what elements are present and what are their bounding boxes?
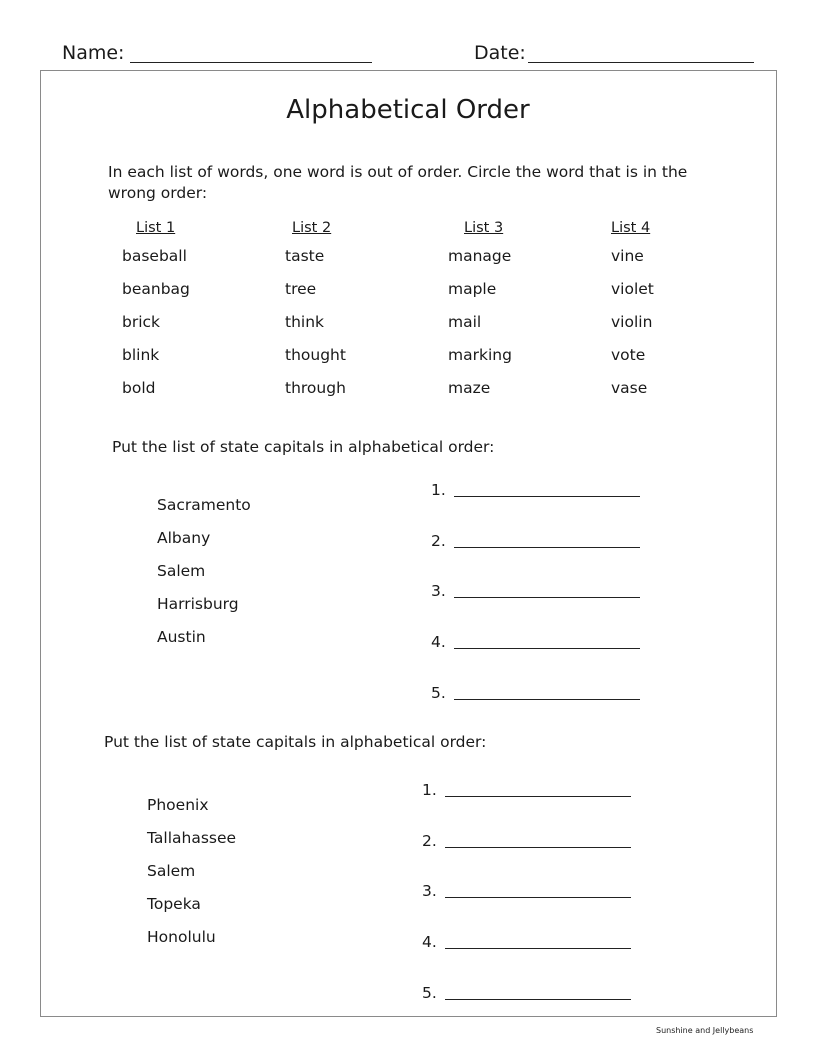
list-word[interactable]: think [285, 313, 325, 331]
list-word[interactable]: beanbag [122, 280, 190, 298]
section1-instruction: In each list of words, one word is out of order. Circle the word that is in the wrong order: [108, 163, 688, 202]
name-line[interactable] [130, 62, 372, 63]
list-word[interactable]: blink [122, 346, 160, 364]
capital-item: Albany [157, 529, 211, 547]
answer-number: 5. [431, 684, 446, 702]
answer-blank[interactable] [422, 984, 437, 1002]
date-field[interactable] [474, 42, 526, 64]
answer-number: 3. [422, 882, 437, 900]
list-word[interactable]: baseball [122, 247, 187, 265]
capital-item: Salem [147, 862, 196, 880]
answer-blank[interactable] [422, 882, 437, 900]
capital-item: Honolulu [147, 928, 216, 946]
footer-credit: Sunshine and Jellybeans [656, 1026, 754, 1035]
answer-line[interactable] [445, 847, 631, 848]
section3-instruction: Put the list of state capitals in alphabetical order: [104, 733, 487, 751]
answer-blank[interactable] [422, 933, 437, 951]
list-word[interactable]: through [285, 379, 346, 397]
answer-line[interactable] [445, 897, 631, 898]
capital-item: Austin [157, 628, 206, 646]
answer-line[interactable] [454, 648, 640, 649]
list-word[interactable]: violet [611, 280, 654, 298]
answer-number: 4. [422, 933, 437, 951]
section2-instruction: Put the list of state capitals in alphabetical order: [112, 438, 495, 456]
answer-number: 1. [422, 781, 437, 799]
answer-line[interactable] [454, 547, 640, 548]
capital-item: Topeka [147, 895, 201, 913]
list-header: List 2 [292, 220, 332, 236]
answer-line[interactable] [454, 597, 640, 598]
date-line[interactable] [528, 62, 754, 63]
capital-item: Sacramento [157, 496, 251, 514]
list-word[interactable]: maze [448, 379, 491, 397]
answer-number: 4. [431, 633, 446, 651]
answer-blank[interactable] [431, 481, 446, 499]
list-header: List 4 [611, 220, 651, 236]
capital-item: Phoenix [147, 796, 209, 814]
answer-line[interactable] [454, 699, 640, 700]
list-word[interactable]: vase [611, 379, 648, 397]
answer-line[interactable] [445, 999, 631, 1000]
list-word[interactable]: bold [122, 379, 156, 397]
answer-blank[interactable] [431, 633, 446, 651]
name-label: Name: [62, 42, 125, 64]
answer-number: 3. [431, 582, 446, 600]
answer-blank[interactable] [422, 832, 437, 850]
answer-number: 2. [431, 532, 446, 550]
answer-blank[interactable] [431, 532, 446, 550]
date-label: Date: [474, 42, 526, 64]
answer-line[interactable] [445, 948, 631, 949]
answer-line[interactable] [445, 796, 631, 797]
list-word[interactable]: thought [285, 346, 346, 364]
list-word[interactable]: vote [611, 346, 646, 364]
answer-number: 2. [422, 832, 437, 850]
answer-number: 5. [422, 984, 437, 1002]
list-word[interactable]: tree [285, 280, 317, 298]
capital-item: Tallahassee [147, 829, 237, 847]
capital-item: Salem [157, 562, 206, 580]
list-word[interactable]: vine [611, 247, 644, 265]
answer-blank[interactable] [422, 781, 437, 799]
list-header: List 1 [136, 220, 176, 236]
page-title: Alphabetical Order [286, 95, 530, 125]
list-word[interactable]: manage [448, 247, 512, 265]
list-word[interactable]: taste [285, 247, 325, 265]
list-word[interactable]: violin [611, 313, 653, 331]
answer-number: 1. [431, 481, 446, 499]
list-word[interactable]: brick [122, 313, 161, 331]
list-word[interactable]: mail [448, 313, 482, 331]
name-field[interactable] [62, 42, 124, 64]
list-header: List 3 [464, 220, 504, 236]
list-word[interactable]: maple [448, 280, 497, 298]
capital-item: Harrisburg [157, 595, 239, 613]
answer-blank[interactable] [431, 582, 446, 600]
answer-line[interactable] [454, 496, 640, 497]
list-word[interactable]: marking [448, 346, 512, 364]
answer-blank[interactable] [431, 684, 446, 702]
